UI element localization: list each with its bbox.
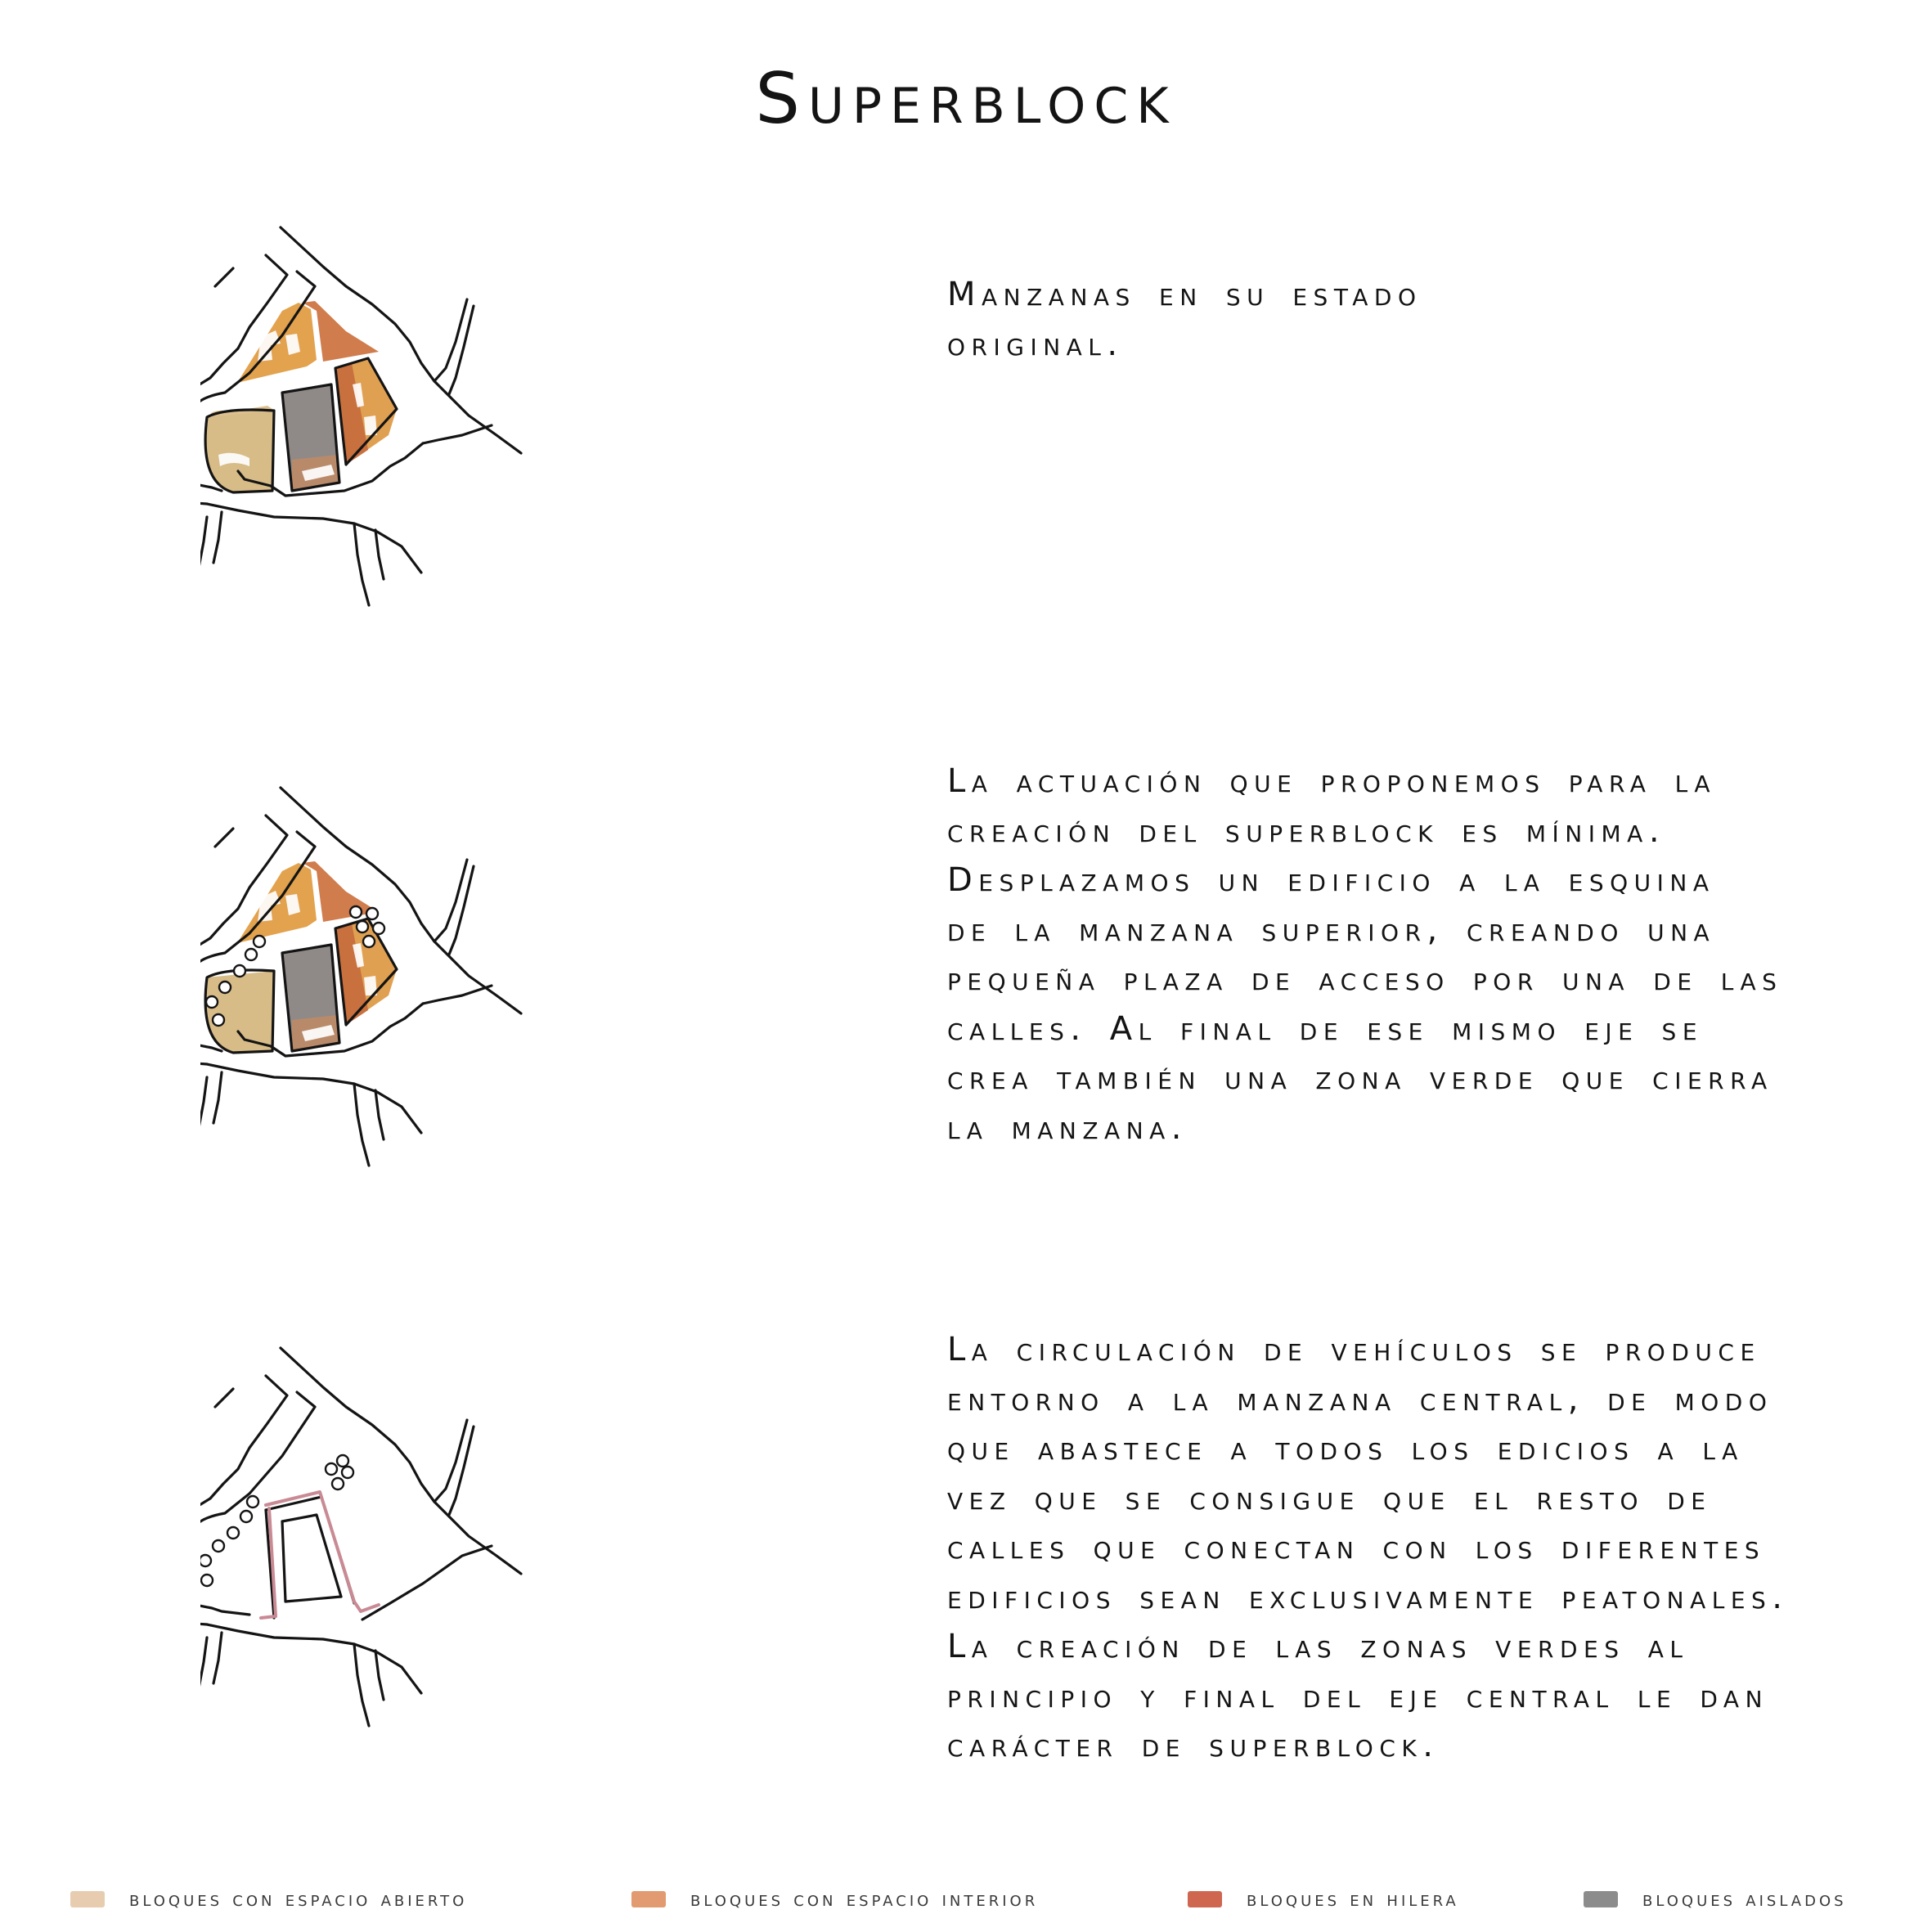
description-line: Manzanas en su estado — [947, 276, 1422, 313]
description-line: original. — [947, 325, 1124, 363]
description-line: La actuación que proponemos para la — [947, 762, 1717, 800]
description-line: calles. Al final de ese mismo eje se — [947, 1009, 1704, 1048]
description-line: La circulación de vehículos se produce — [947, 1331, 1761, 1368]
description-line: que abastece a todos los edicios a la — [947, 1430, 1744, 1467]
description-line: entorno a la manzana central, de modo — [947, 1380, 1773, 1418]
legend-item-row-blocks — [1188, 1883, 1459, 1916]
legend-item-open-blocks — [70, 1883, 467, 1916]
description-original-state — [947, 270, 1921, 369]
legend-swatch — [70, 1891, 105, 1907]
legend-label: bloques con espacio interior — [690, 1887, 1039, 1912]
description-line: La creación de las zonas verdes al — [947, 1628, 1689, 1665]
description-line: de la manzana superior, creando una — [947, 910, 1716, 949]
description-line: vez que se consigue que el resto de — [947, 1479, 1712, 1517]
legend — [0, 1883, 1932, 1916]
page-title: Superblock — [755, 58, 1177, 140]
sketch-original-state — [200, 221, 724, 613]
sketch-proposal — [200, 781, 724, 1174]
legend-item-interior-blocks — [631, 1883, 1038, 1916]
legend-item-isolated-blocks — [1584, 1883, 1847, 1916]
description-line: calles que conectan con los diferentes — [947, 1529, 1766, 1566]
legend-swatch — [1188, 1891, 1222, 1907]
description-line: creación del superblock es mínima. — [947, 811, 1666, 850]
legend-label: bloques con espacio abierto — [129, 1887, 468, 1912]
description-line: crea también una zona verde que cierra — [947, 1059, 1773, 1097]
description-circulation — [947, 1325, 1921, 1771]
legend-label: bloques en hilera — [1247, 1887, 1459, 1912]
legend-swatch — [1584, 1891, 1618, 1907]
description-line: la manzana. — [947, 1108, 1188, 1147]
legend-swatch — [631, 1891, 666, 1907]
description-line: pequeña plaza de acceso por una de las — [947, 960, 1783, 998]
description-line: edificios sean exclusivamente peatonales. — [947, 1578, 1789, 1616]
sketch-circulation — [200, 1341, 724, 1734]
description-line: Desplazamos un edificio a la esquina — [947, 861, 1715, 899]
description-line: principio y final del eje central le dan — [947, 1677, 1769, 1715]
description-proposal — [947, 757, 1921, 1152]
description-line: carácter de superblock. — [947, 1727, 1440, 1764]
legend-label: bloques aislados — [1642, 1887, 1847, 1912]
